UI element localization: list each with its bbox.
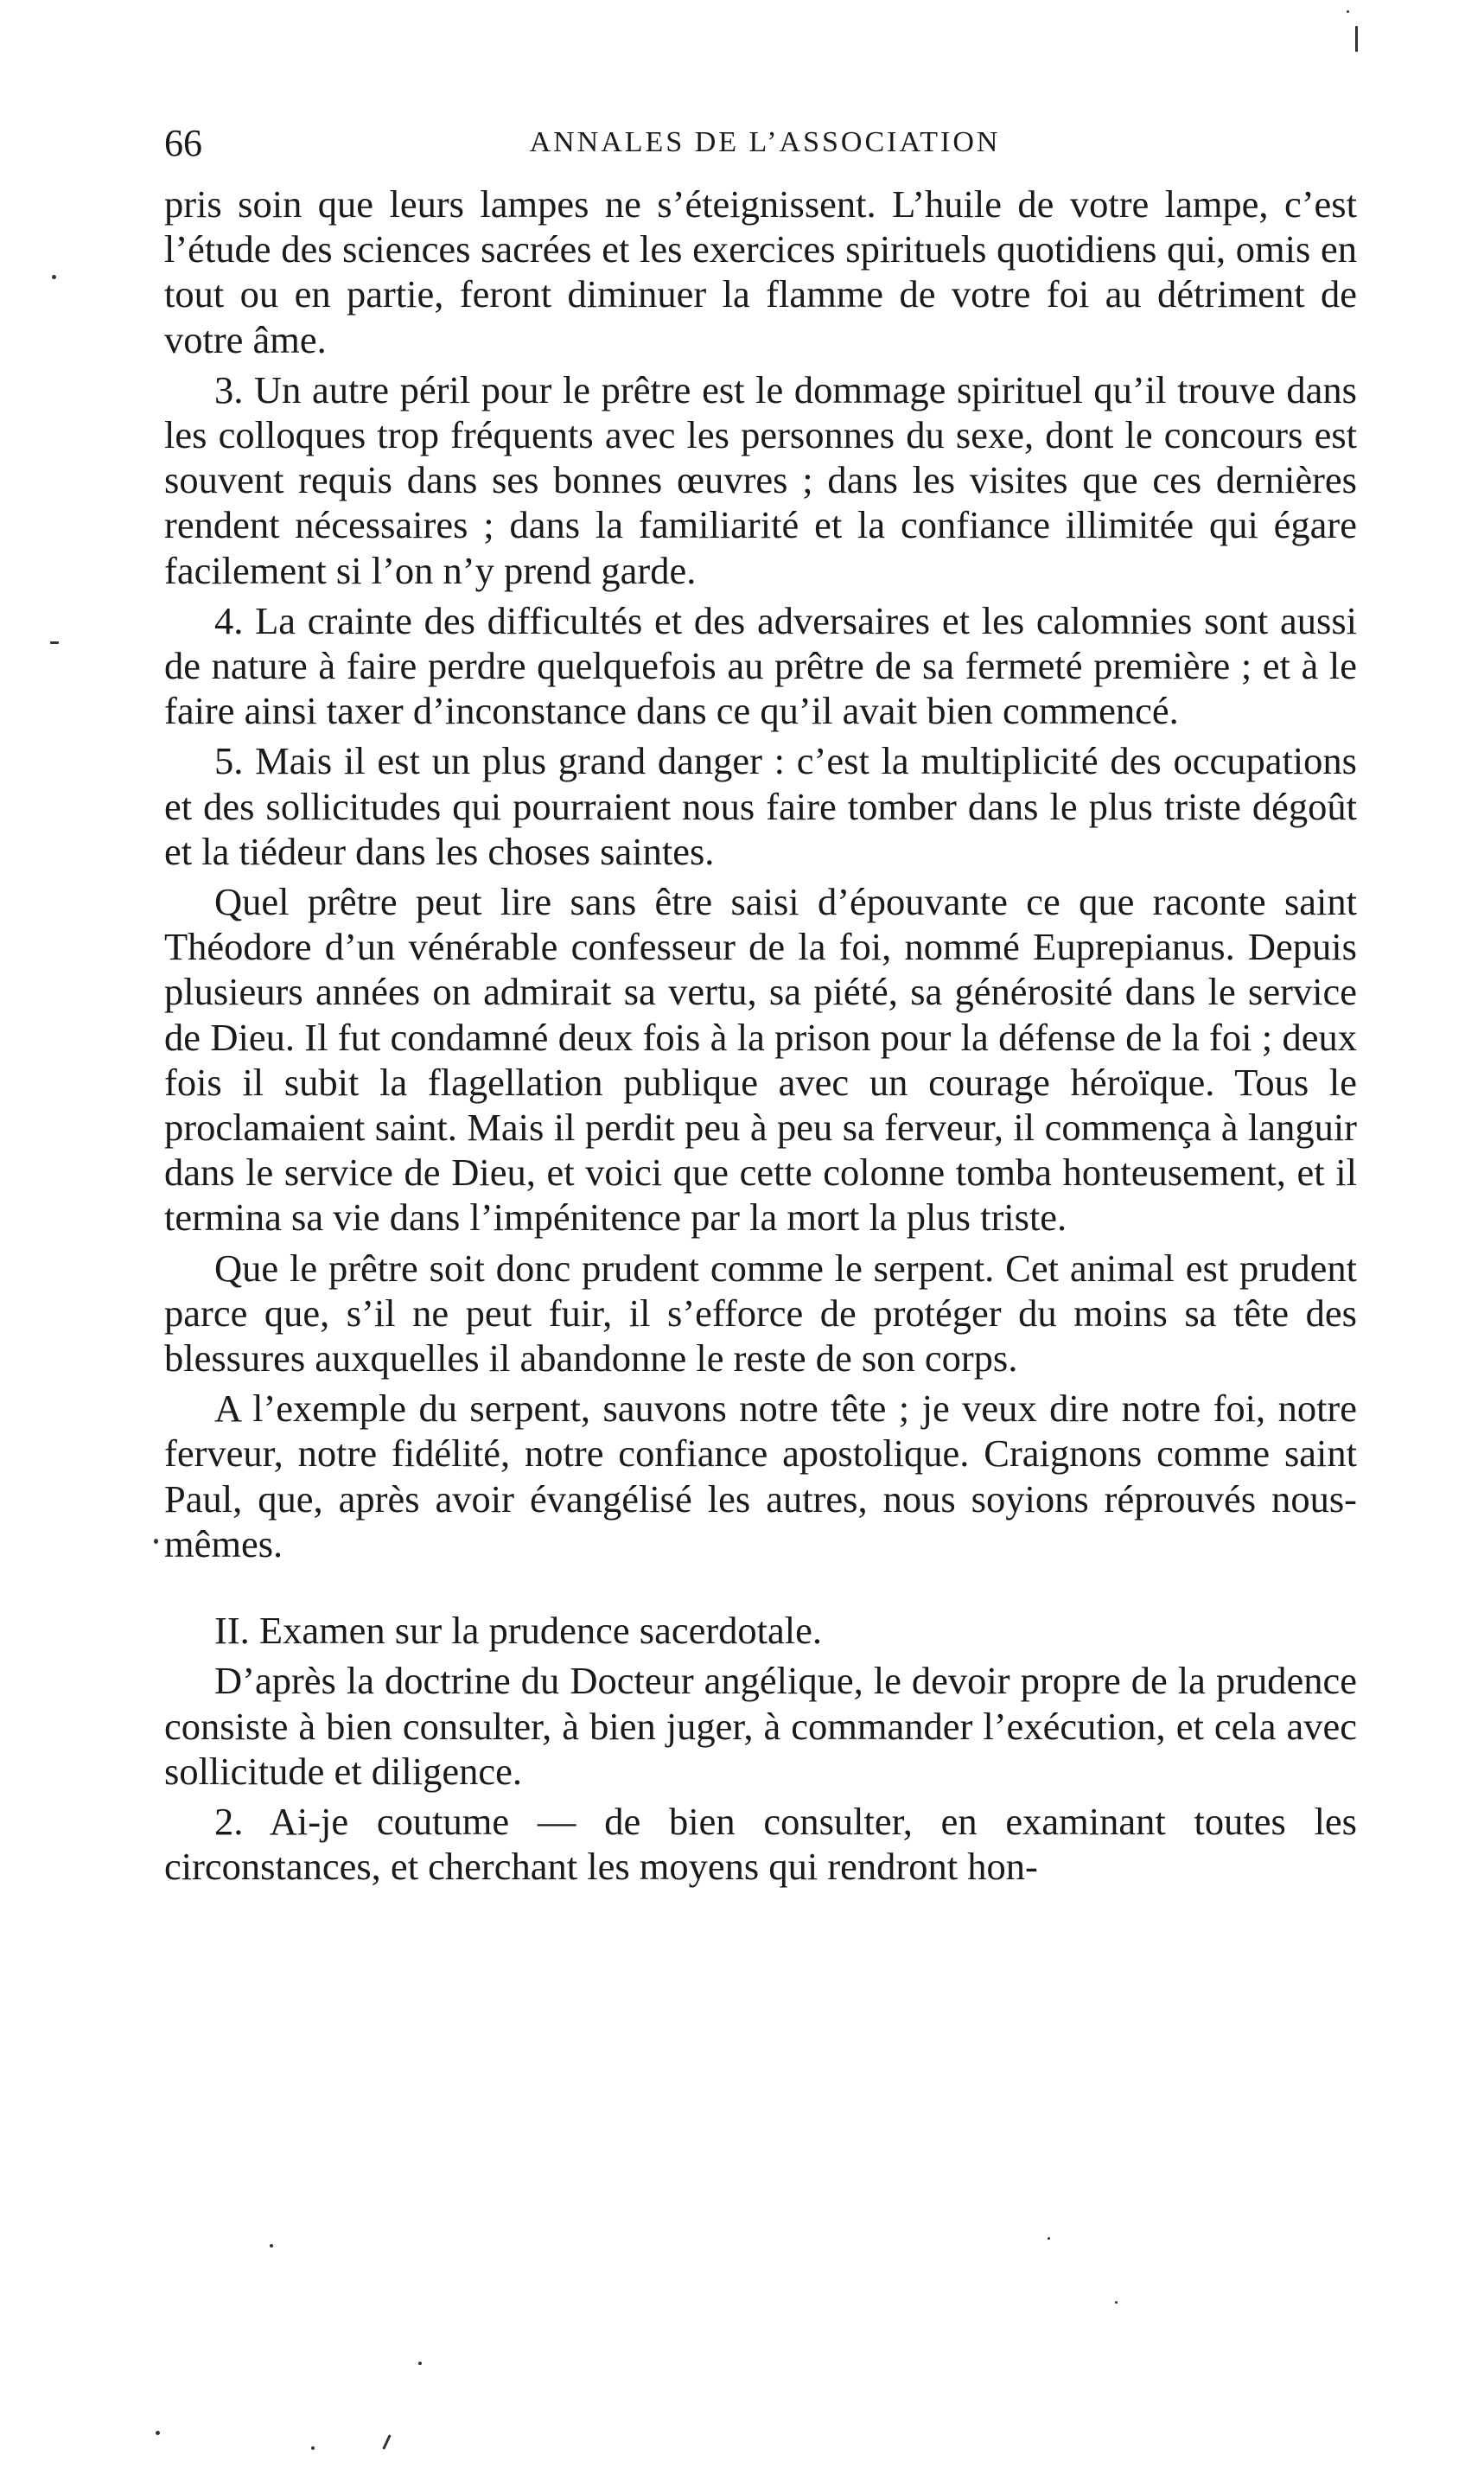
running-title: ANNALES DE L’ASSOCIATION: [529, 126, 1001, 158]
body-text: [164, 182, 1357, 1889]
scan-speck: [270, 2244, 273, 2248]
paragraph-point-5: 5. Mais il est un plus grand danger : c’est la multiplicité des occupations et des sollicitudes qui pourraient nous faire tomber dans le plus triste dégoût et la tiédeur dans les choses saintes.: [164, 739, 1357, 873]
scan-speck: [1355, 26, 1358, 52]
scan-speck: [52, 275, 56, 279]
section-heading: II. Examen sur la prudence sacerdotale.: [214, 1609, 823, 1653]
paragraph-exemple: A l’exemple du serpent, sauvons notre tête ; je veux dire notre foi, notre ferveur, notre fidélité, notre confiance apostolique. Craignons comme saint Paul, que, après avoir évangélisé les autres, nous soyions réprouvés nous-mêmes.: [164, 1387, 1357, 1565]
scan-speck: [311, 2446, 315, 2450]
paragraph-doctrine: D’après la doctrine du Docteur angélique, le devoir propre de la prudence consiste à bien consulter, à bien juger, à commander l’exécution, et cela avec sollicitude et diligence.: [164, 1659, 1357, 1793]
page-header: [164, 121, 1366, 173]
page-number: 66: [164, 122, 202, 164]
paragraph-euprepianus: Quel prêtre peut lire sans être saisi d’épouvante ce que raconte saint Théodore d’un vénérable confesseur de la foi, nommé Euprepianus. Depuis plusieurs années on admirait sa vertu, sa piété, sa générosité dans le service de Dieu. Il fut condamné deux fois à la prison pour la défense de la foi ; deux fois il subit la flagellation publique avec un courage héroïque. Tous le proclamaient saint. Mais il perdit peu à peu sa ferveur, il commença à languir dans le service de Dieu, et voici que cette colonne tomba honteusement, et il termina sa vie dans l’impénitence par la mort la plus triste.: [164, 880, 1357, 1240]
scan-speck: [156, 2431, 160, 2435]
scan-speck: [1347, 10, 1349, 13]
paragraph-continuation: pris soin que leurs lampes ne s’éteignissent. L’huile de votre lampe, c’est l’étude des sciences sacrées et les exercices spirituels quotidiens qui, omis en tout ou en partie, feront diminuer la flamme de votre foi au détriment de votre âme.: [164, 182, 1357, 361]
paragraph-point-4: 4. La crainte des difficultés et des adversaires et les calomnies sont aussi de nature à faire perdre quelquefois au prêtre de sa fermeté première ; et à le faire ainsi taxer d’inconstance dans ce qu’il avait bien commencé.: [164, 598, 1357, 733]
scan-speck: [50, 641, 59, 644]
scan-speck: [382, 2434, 391, 2450]
scan-speck: [418, 2362, 422, 2365]
scan-speck: [154, 1539, 158, 1544]
scan-speck: [1048, 2237, 1050, 2240]
scan-speck: [1115, 2301, 1118, 2304]
paragraph-point-2: 2. Ai-je coutume — de bien consulter, en examinant toutes les circonstances, et cherchant les moyens qui rendront hon-: [164, 1799, 1357, 1889]
paragraph-serpent: Que le prêtre soit donc prudent comme le serpent. Cet animal est prudent parce que, s’il ne peut fuir, il s’efforce de protéger du moins sa tête des blessures auxquelles il abandonne le reste de son corps.: [164, 1246, 1357, 1380]
paragraph-point-3: 3. Un autre péril pour le prêtre est le dommage spirituel qu’il trouve dans les colloques trop fréquents avec les personnes du sexe, dont le concours est souvent requis dans ses bonnes œuvres ; dans les visites que ces dernières rendent nécessaires ; dans la familiarité et la confiance illimitée qui égare facilement si l’on n’y prend garde.: [164, 367, 1357, 592]
